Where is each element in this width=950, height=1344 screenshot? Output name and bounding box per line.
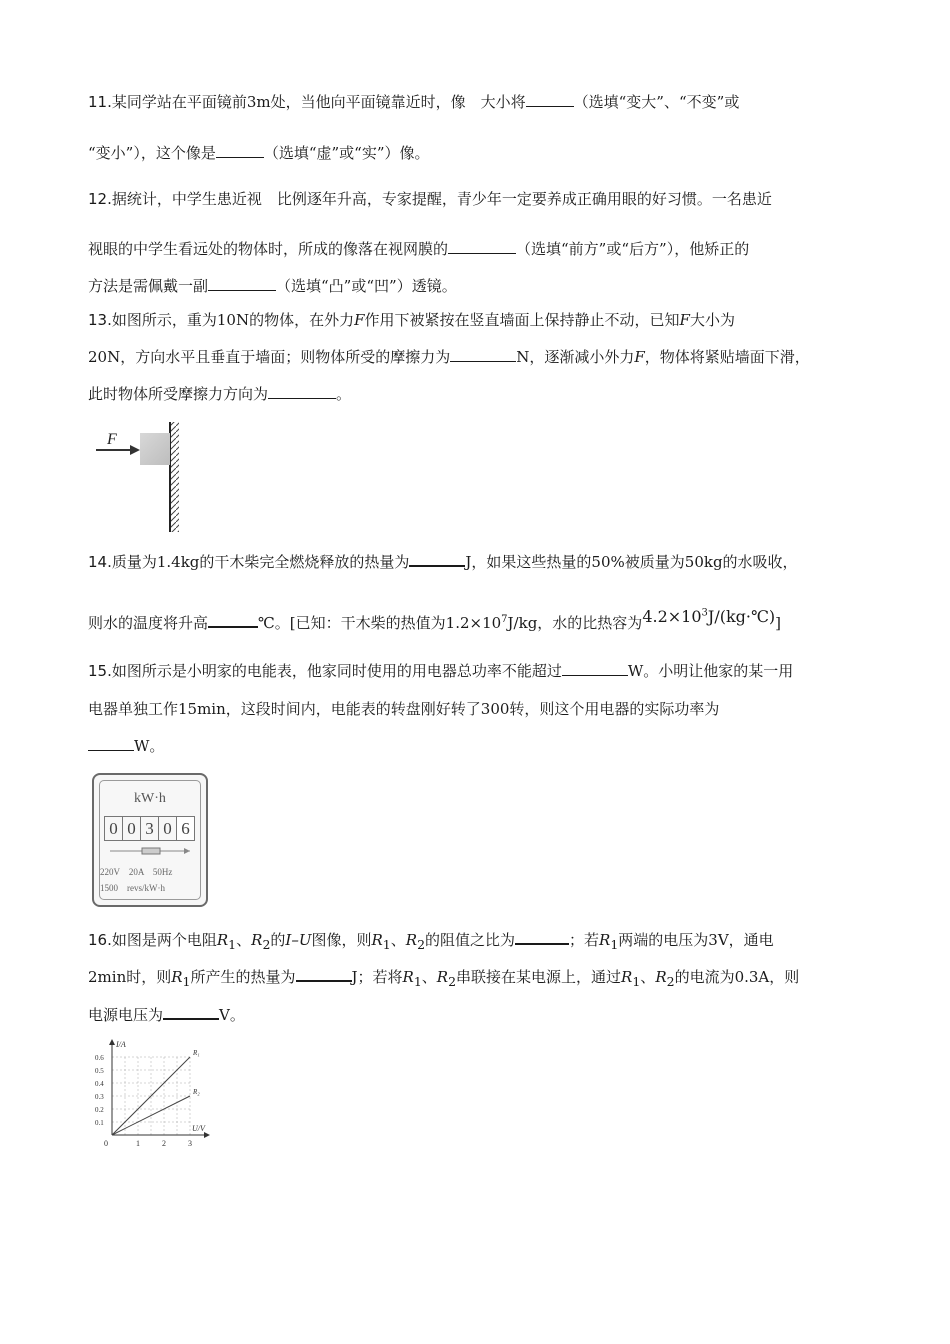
- sep: 、: [640, 968, 656, 986]
- x-tick-label: 2: [162, 1139, 166, 1148]
- q16-line1: [88, 929, 774, 955]
- q16-text2: 的: [270, 931, 286, 949]
- x-tick-label: 1: [136, 1139, 140, 1148]
- series-label: R₂: [193, 1088, 200, 1096]
- q16-text12: 电源电压为: [88, 1006, 164, 1024]
- q11-text2: （选填“变大”、“不变”或: [573, 93, 740, 111]
- q16-text1: 如图是两个电阻: [111, 931, 217, 949]
- q16-text5: ；若: [569, 931, 600, 949]
- q11-text4: （选填“虚”或“实”）像。: [263, 144, 430, 162]
- r2-subscript: 2: [448, 974, 457, 989]
- q12-text5: （选填“凸”或“凹”）透镜。: [276, 277, 457, 295]
- q13-line1: [88, 310, 735, 330]
- formula-exponent: 3: [701, 607, 708, 619]
- series-label: R₁: [193, 1049, 200, 1057]
- r2-subscript: 2: [262, 937, 271, 952]
- q11-number: 11.: [88, 93, 112, 111]
- y-tick-label: 0.1: [95, 1119, 104, 1127]
- meter-spec-line2: 1500 revs/kW·h: [100, 883, 165, 893]
- y-tick-label: 0.3: [95, 1093, 104, 1101]
- r1-symbol: R: [371, 931, 383, 949]
- q13-blank2[interactable]: [268, 384, 336, 399]
- r2-symbol: R: [251, 931, 263, 949]
- r1-subscript: 1: [228, 937, 237, 952]
- q12-blank1[interactable]: [448, 239, 516, 254]
- q14-text6: ]: [775, 614, 781, 632]
- q12-number: 12.: [88, 190, 112, 208]
- q12-text1: 据统计，中学生患近视 比例逐年升高，专家提醒，青少年一定要养成正确用眼的好习惯。一名患近: [111, 190, 772, 208]
- q15-number: 15.: [88, 662, 112, 680]
- q15-line2: [88, 699, 719, 719]
- q15-blank2[interactable]: [88, 736, 134, 751]
- r1-symbol: R: [171, 968, 183, 986]
- r2-symbol: R: [436, 968, 449, 986]
- sep: 、: [236, 931, 252, 949]
- q14-exponent: 7: [501, 614, 508, 625]
- electric-meter-figure: [92, 773, 208, 907]
- q15-text4: W。: [134, 737, 165, 755]
- q16-text9: J；若将: [351, 968, 403, 986]
- y-tick-label: 0.4: [95, 1080, 104, 1088]
- q16-text11: 的电流为0.3A，则: [674, 968, 800, 986]
- r1-subscript: 1: [610, 937, 619, 952]
- q14-line1: [88, 551, 798, 572]
- q13-text6: ，物体将紧贴墙面下滑，: [644, 348, 810, 366]
- q13-var-f2: F: [679, 311, 690, 329]
- r1-symbol: R: [216, 931, 229, 949]
- meter-digit: 3: [141, 817, 159, 840]
- q12-text2: 视眼的中学生看远处的物体时，所成的像落在视网膜的: [88, 240, 449, 258]
- formula-base: 4.2×10: [642, 607, 702, 626]
- q14-line2: [88, 607, 781, 633]
- q13-line2: [88, 347, 810, 367]
- q15-text3: 电器单独工作15min，这段时间内，电能表的转盘刚好转了300转，则这个用电器的实际功率为: [88, 700, 720, 718]
- meter-digit: 0: [123, 817, 141, 840]
- r1-subscript: 1: [632, 974, 641, 989]
- q14-text1: 质量为1.4kg的干木柴完全燃烧释放的热量为: [111, 553, 410, 571]
- q13-text5: N，逐渐减小外力: [516, 348, 635, 366]
- q16-text8: 所产生的热量为: [190, 968, 296, 986]
- y-tick-label: 0.2: [95, 1106, 104, 1114]
- formula-specific-heat: [642, 607, 775, 626]
- r2-subscript: 2: [666, 974, 675, 989]
- y-tick-label: 0.5: [95, 1067, 104, 1075]
- force-wall-figure: [92, 420, 192, 534]
- q11-line1: [88, 92, 739, 112]
- iu-chart: [92, 1037, 218, 1151]
- x-axis-arrow-icon: [204, 1132, 210, 1138]
- q11-blank2[interactable]: [216, 143, 264, 158]
- q16-line3: [88, 1004, 245, 1025]
- q16-text4: 的阻值之比为: [425, 931, 516, 949]
- q16-blank2[interactable]: [296, 966, 352, 982]
- q16-text13: V。: [219, 1006, 245, 1024]
- r1-subscript: 1: [382, 937, 391, 952]
- q14-blank2[interactable]: [208, 612, 258, 628]
- x-tick-label: 0: [104, 1139, 108, 1148]
- wall-hatching: [170, 422, 179, 532]
- q13-text7: 此时物体所受摩擦力方向为: [88, 385, 269, 403]
- meter-unit-label: kW·h: [134, 791, 166, 806]
- q12-line1: [88, 189, 772, 209]
- r2-symbol: R: [655, 968, 667, 986]
- force-label: F: [107, 431, 117, 448]
- q12-line3: [88, 276, 457, 296]
- q12-line2: [88, 239, 749, 259]
- q13-line3: [88, 384, 351, 404]
- q12-text4: 方法是需佩戴一副: [88, 277, 209, 295]
- q14-text2: J，如果这些热量的50%被质量为50kg的水吸收，: [465, 553, 798, 571]
- q13-blank1[interactable]: [450, 347, 516, 362]
- q16-text6: 两端的电压为3V，通电: [618, 931, 774, 949]
- sep: 、: [390, 931, 406, 949]
- q16-text7: 2min时，则: [88, 968, 172, 986]
- q13-number: 13.: [88, 311, 112, 329]
- q15-blank1[interactable]: [562, 661, 628, 676]
- sep: 、: [421, 968, 437, 986]
- series-line-1: [112, 1057, 190, 1135]
- q13-text1: 如图所示，重为10N的物体，在外力: [111, 311, 355, 329]
- meter-digits: [104, 816, 195, 841]
- q14-number: 14.: [88, 553, 112, 571]
- meter-dial-indicator: [108, 846, 192, 856]
- q11-blank1[interactable]: [526, 92, 574, 107]
- y-tick-label: 0.6: [95, 1054, 104, 1062]
- x-tick-label: 3: [188, 1139, 192, 1148]
- q11-line2: [88, 143, 430, 163]
- q13-text2: 作用下被紧按在竖直墙面上保持静止不动，已知: [364, 311, 680, 329]
- block-shape: [140, 433, 170, 465]
- q11-text3: “变小”），这个像是: [88, 144, 216, 162]
- q16-line2: [88, 966, 799, 992]
- q15-text1: 如图所示是小明家的电能表，他家同时使用的用电器总功率不能超过: [111, 662, 562, 680]
- q16-text3: 图像，则: [311, 931, 372, 949]
- y-axis-arrow-icon: [109, 1039, 115, 1045]
- r1-symbol: R: [599, 931, 611, 949]
- meter-digit: 0: [105, 817, 123, 840]
- r1-symbol: R: [621, 968, 633, 986]
- r2-symbol: R: [405, 931, 418, 949]
- x-axis-label: U/V: [192, 1124, 205, 1133]
- y-axis-label: I/A: [116, 1040, 126, 1049]
- q16-blank3[interactable]: [163, 1004, 219, 1020]
- q15-line1: [88, 661, 793, 681]
- q14-text5: J/kg，水的比热容为: [507, 614, 643, 632]
- r2-subscript: 2: [417, 937, 426, 952]
- q12-text3: （选填“前方”或“后方”），他矫正的: [516, 240, 750, 258]
- q11-text1: 某同学站在平面镜前3m处，当他向平面镜靠近时，像 大小将: [111, 93, 526, 111]
- q13-var-f3: F: [634, 348, 645, 366]
- q14-text3: 则水的温度将升高: [88, 614, 209, 632]
- meter-digit: 0: [159, 817, 177, 840]
- meter-digit-last: 6: [177, 817, 194, 840]
- meter-spec-line1: 220V 20A 50Hz: [100, 867, 173, 877]
- r1-symbol: R: [402, 968, 414, 986]
- q13-text8: 。: [336, 385, 352, 403]
- arrow-head-icon: [130, 445, 140, 455]
- r1-subscript: 1: [413, 974, 422, 989]
- q12-blank2[interactable]: [208, 276, 276, 291]
- q15-text2: W。小明让他家的某一用: [627, 662, 794, 680]
- q16-blank1[interactable]: [515, 929, 569, 945]
- q16-number: 16.: [88, 931, 112, 949]
- q13-text3: 大小为: [689, 311, 735, 329]
- q14-blank1[interactable]: [409, 551, 465, 567]
- q16-text10: 串联接在某电源上，通过: [456, 968, 622, 986]
- iu-label: I–U: [285, 931, 312, 949]
- q15-line3: [88, 736, 164, 756]
- r1-subscript: 1: [182, 974, 191, 989]
- q13-text4: 20N，方向水平且垂直于墙面；则物体所受的摩擦力为: [88, 348, 451, 366]
- q13-var-f1: F: [354, 311, 365, 329]
- q14-text4: ℃。[已知：干木柴的热值为1.2×10: [258, 614, 502, 632]
- formula-unit: J/(kg·℃): [707, 607, 776, 626]
